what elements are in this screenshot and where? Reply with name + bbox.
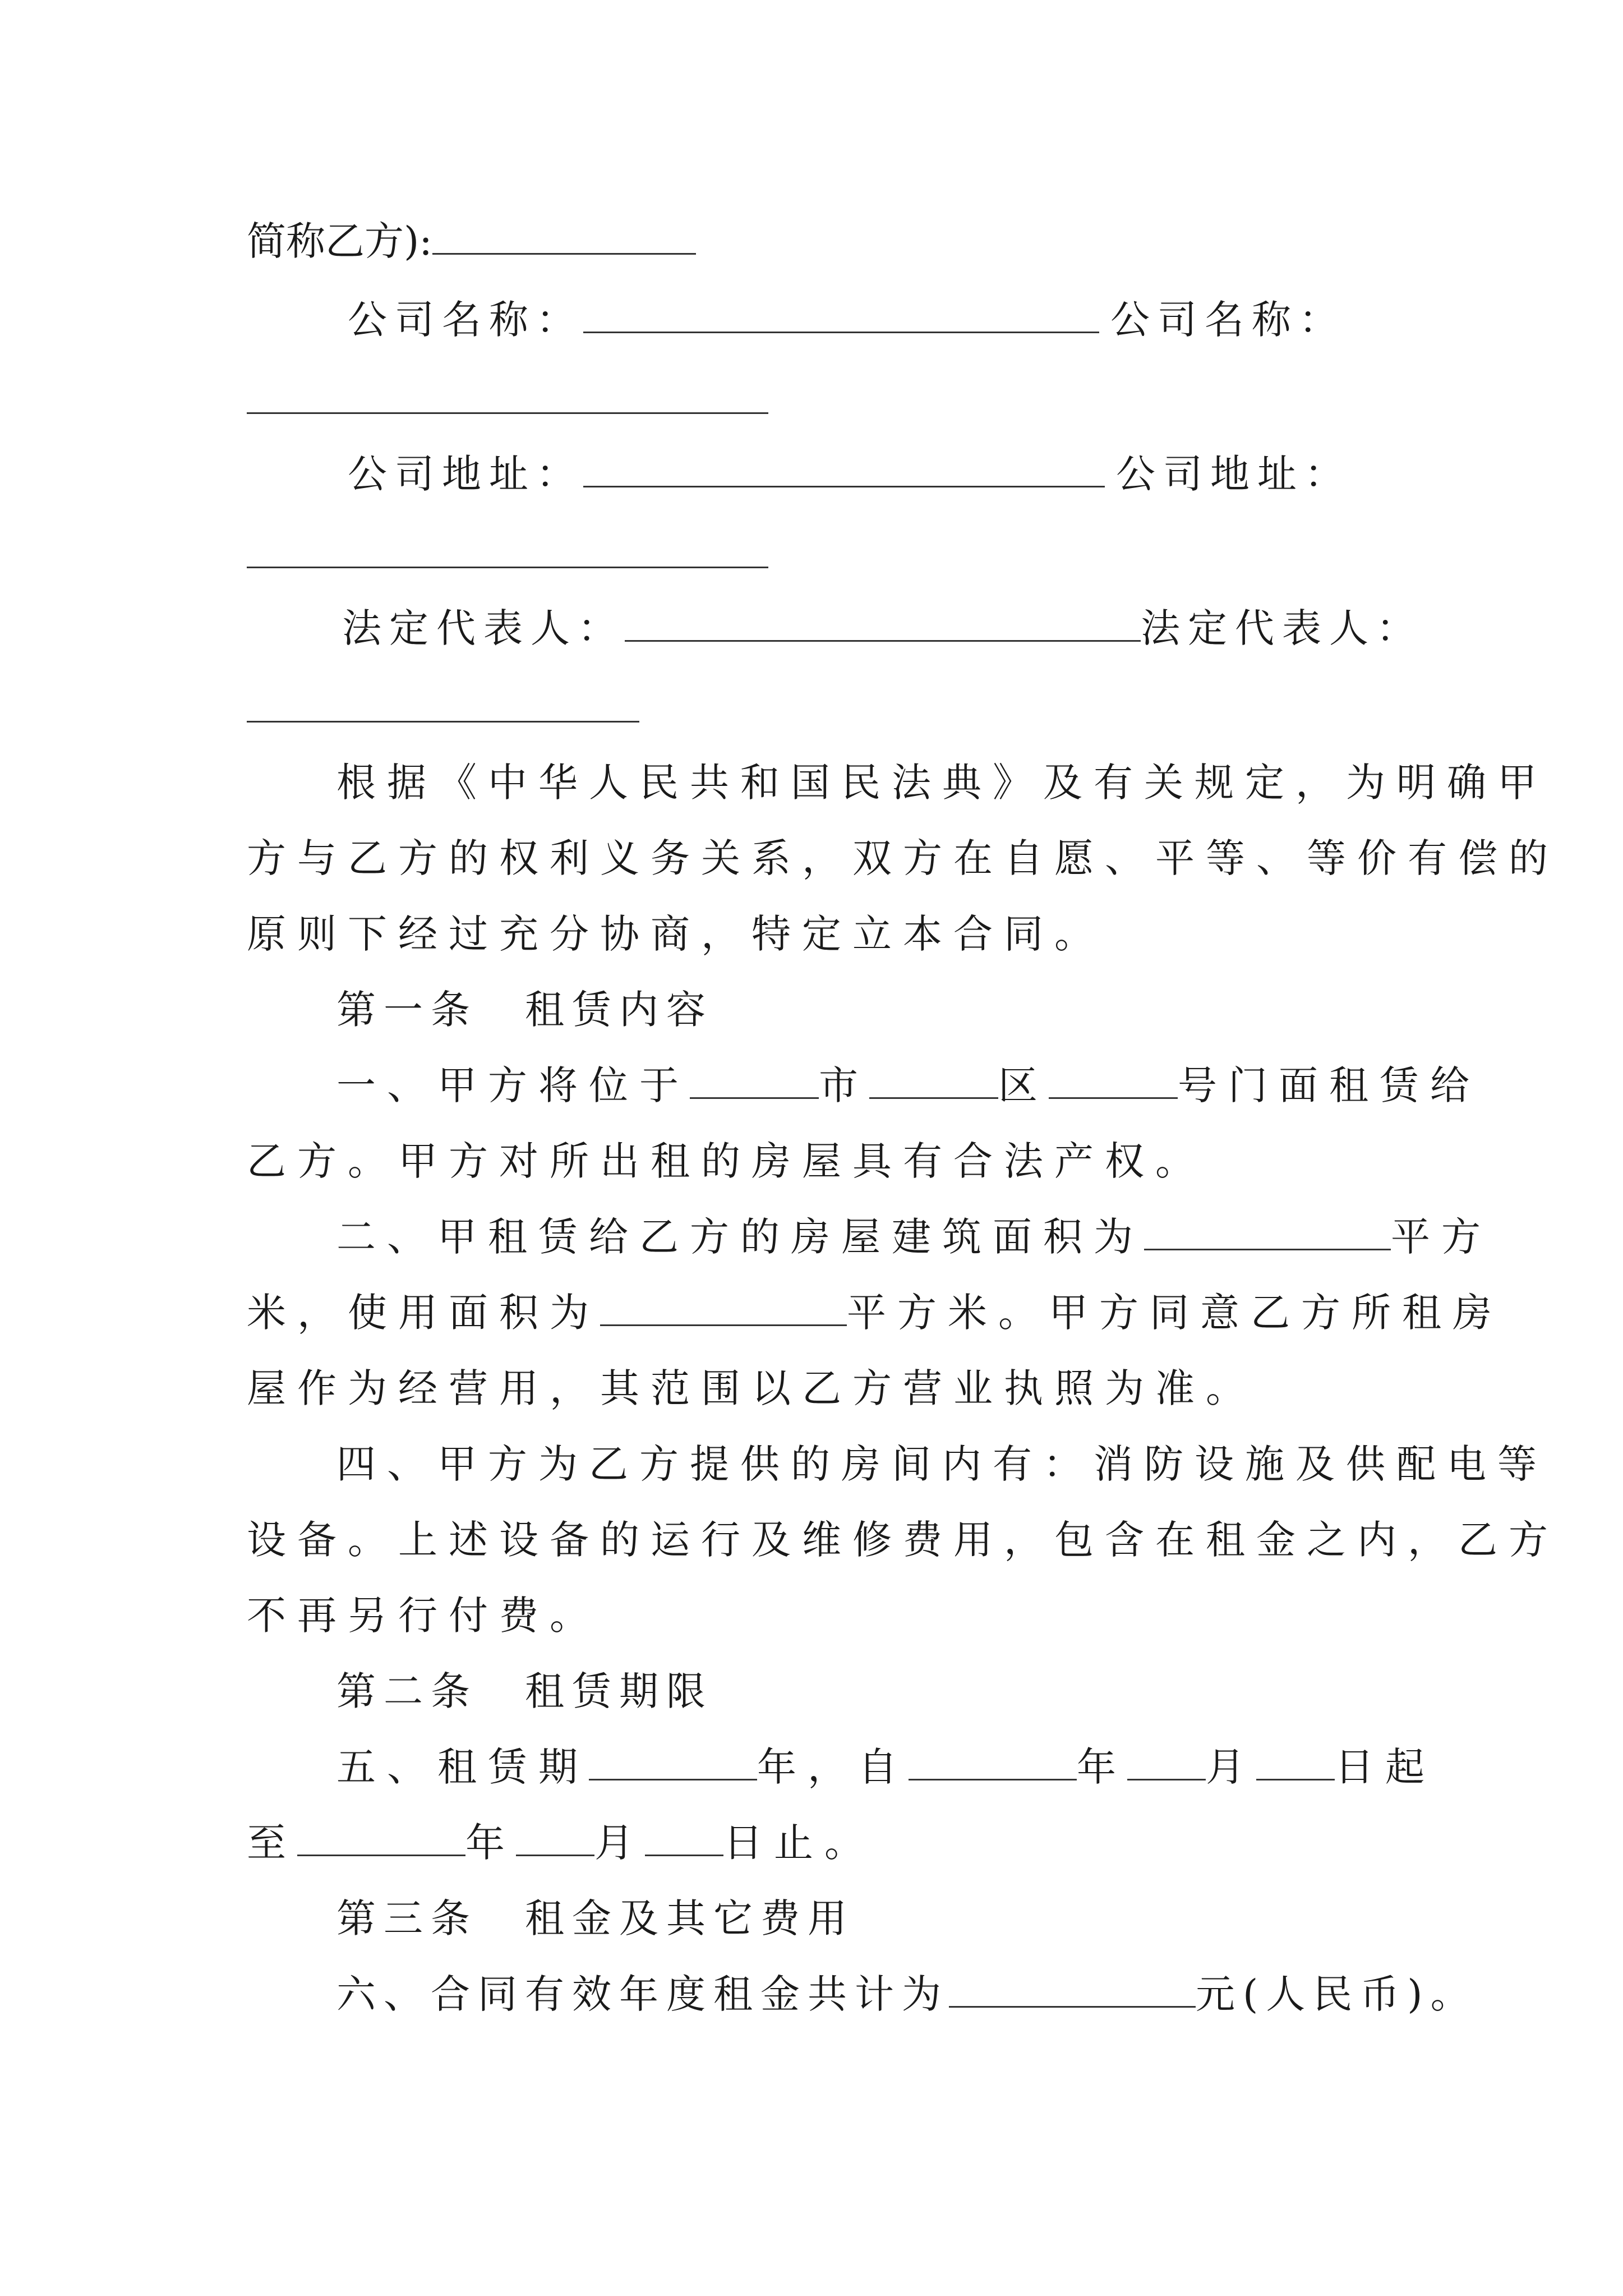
start-year-label: 年 <box>1077 1744 1127 1790</box>
clause-1-line-1 <box>336 1062 1481 1108</box>
district-blank <box>869 1067 998 1099</box>
end-month-blank <box>516 1824 594 1856</box>
article-1-heading: 第一条 租赁内容 <box>336 987 713 1033</box>
clause-2-line-2-suffix: 平方米。甲方同意乙方所租房 <box>847 1290 1503 1336</box>
preamble-line-3: 原则下经过充分协商，特定立本合同。 <box>247 911 1105 957</box>
party-b-short-label: 简称乙方): <box>247 218 432 264</box>
start-month-label: 月 <box>1206 1744 1256 1790</box>
end-month-label: 月 <box>594 1820 645 1866</box>
end-year-label: 年 <box>465 1820 516 1866</box>
lease-years-unit: 年，自 <box>757 1744 909 1790</box>
company-name-blank-b <box>247 412 768 414</box>
party-b-line <box>247 218 696 264</box>
company-address-blank-b <box>247 567 768 568</box>
usable-area-blank <box>600 1294 847 1326</box>
city-blank <box>690 1067 819 1099</box>
end-prefix: 至 <box>247 1820 297 1866</box>
clause-2-line-2-prefix: 米，使用面积为 <box>247 1290 600 1336</box>
start-year-blank <box>909 1749 1077 1780</box>
article-2-heading: 第二条 租赁期限 <box>336 1668 713 1714</box>
clause-2-unit: 平方 <box>1391 1214 1492 1260</box>
annual-rent-blank <box>949 1976 1196 2008</box>
company-name-line <box>348 297 1346 343</box>
clause-2-line-2 <box>247 1290 1503 1336</box>
clause-2-line-3: 屋作为经营用，其范围以乙方营业执照为准。 <box>247 1365 1256 1411</box>
party-b-blank <box>432 223 696 255</box>
district-label: 区 <box>998 1062 1049 1108</box>
company-name-label-b: 公司名称： <box>1110 297 1346 343</box>
company-name-label-a: 公司名称： <box>348 297 583 343</box>
clause-2-prefix: 二、甲租赁给乙方的房屋建筑面积为 <box>336 1214 1144 1260</box>
clause-2-line-1 <box>336 1214 1492 1260</box>
clause-1-line-2: 乙方。甲方对所出租的房屋具有合法产权。 <box>247 1138 1206 1184</box>
clause-1-prefix: 一、甲方将位于 <box>336 1062 690 1108</box>
start-day-blank <box>1256 1749 1335 1780</box>
company-address-label-b: 公司地址： <box>1116 451 1352 497</box>
legal-rep-line <box>342 605 1423 651</box>
clause-6-prefix: 六、合同有效年度租金共计为 <box>336 1971 949 2017</box>
legal-rep-label-a: 法定代表人： <box>342 605 625 651</box>
company-address-line <box>348 451 1352 497</box>
clause-4-line-1: 四、甲方为乙方提供的房间内有：消防设施及供配电等 <box>336 1441 1548 1487</box>
number-blank <box>1049 1067 1178 1099</box>
clause-5-line-1 <box>336 1744 1436 1790</box>
building-area-blank <box>1144 1218 1391 1250</box>
article-3-heading: 第三条 租金及其它费用 <box>336 1895 855 1941</box>
lease-years-blank <box>589 1749 757 1780</box>
preamble-line-1: 根据《中华人民共和国民法典》及有关规定，为明确甲 <box>336 760 1548 806</box>
clause-5-line-2 <box>247 1820 875 1866</box>
start-day-label: 日起 <box>1335 1744 1436 1790</box>
preamble-line-2: 方与乙方的权利义务关系，双方在自愿、平等、等价有偿的 <box>247 835 1559 881</box>
legal-rep-blank-b <box>247 721 639 723</box>
company-address-blank-a <box>583 455 1105 487</box>
clause-6-suffix: 元(人民币)。 <box>1196 1971 1478 2017</box>
end-year-blank <box>297 1824 465 1856</box>
start-month-blank <box>1127 1749 1206 1780</box>
legal-rep-blank-a <box>625 610 1141 642</box>
legal-rep-label-b: 法定代表人： <box>1141 605 1423 651</box>
company-name-blank-a <box>583 301 1099 333</box>
clause-6-line-1 <box>336 1971 1478 2017</box>
clause-4-line-2: 设备。上述设备的运行及维修费用，包含在租金之内，乙方 <box>247 1517 1559 1563</box>
clause-4-line-3: 不再另行付费。 <box>247 1593 600 1639</box>
company-address-label-a: 公司地址： <box>348 451 583 497</box>
clause-1-suffix: 号门面租赁给 <box>1178 1062 1481 1108</box>
end-day-blank <box>645 1824 723 1856</box>
clause-5-prefix: 五、租赁期 <box>336 1744 589 1790</box>
city-label: 市 <box>819 1062 869 1108</box>
end-day-label: 日止。 <box>723 1820 875 1866</box>
